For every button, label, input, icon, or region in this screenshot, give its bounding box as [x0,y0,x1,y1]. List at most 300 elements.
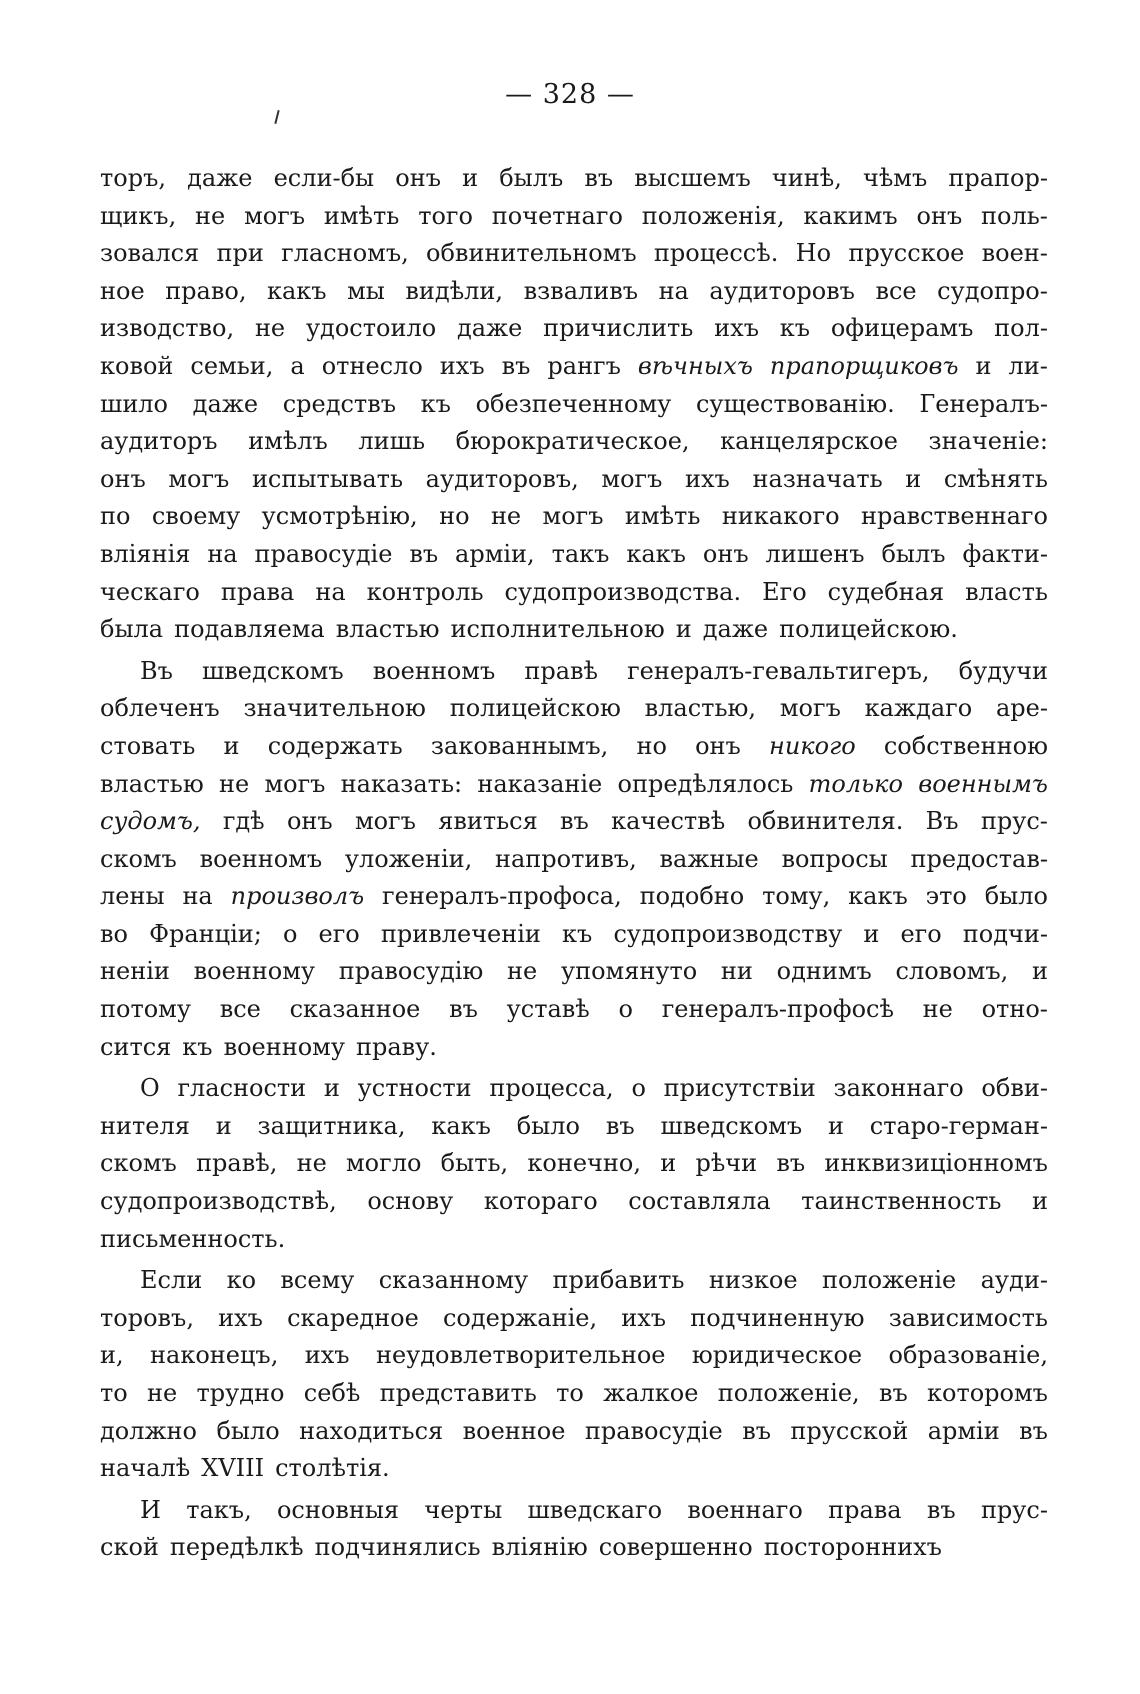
word: прус- [980,1495,1048,1524]
word: подчиненную [690,1303,865,1332]
word: прусское [848,239,965,268]
word: въ [409,539,439,568]
word: столѣтія. [275,1454,390,1483]
word: ауди- [980,1266,1048,1295]
word: а [290,351,305,380]
text-line [100,235,1048,273]
word: судопроизводству [613,919,843,948]
word: но [439,502,470,531]
word: права [828,1495,902,1524]
text-line [100,310,1048,348]
stray-ink-mark [274,110,279,124]
word: не [490,502,522,531]
word: воен- [981,239,1048,268]
word: высшемъ [634,164,751,192]
word: положеніе [821,1266,957,1295]
word: словомъ, [895,957,1009,986]
word: правѣ, [196,1149,278,1178]
word: почетнаго [491,201,623,230]
text-line [100,198,1048,236]
word: никакого [721,502,840,531]
text-line [100,690,1048,728]
word: себѣ [303,1379,361,1407]
text-line [100,1070,1048,1108]
word: совершенно [598,1533,753,1562]
word: каждаго [864,694,973,723]
word: при [216,239,264,268]
word: напротивъ, [494,844,637,873]
word: его [318,919,360,948]
word: явиться [438,807,538,836]
word: важные [659,844,759,873]
word: военномъ [199,844,323,873]
word: прус- [980,807,1048,836]
word: XVIII [201,1454,265,1483]
word: о [282,919,298,948]
word: быть, [440,1149,509,1178]
word: видѣли, [405,276,504,305]
word: и [675,615,692,644]
word: если-бы [273,164,375,192]
word: какъ [848,882,908,911]
word: того [418,201,473,230]
text-line [100,1183,1048,1221]
word: военнаго [687,1495,803,1524]
word: обви- [981,1074,1048,1103]
word: ихъ [621,1303,667,1332]
word: и [660,1149,677,1178]
word: вліянія [100,539,191,568]
word: устности [357,1074,472,1103]
word: щикъ, [100,201,177,230]
word: семьи, [190,351,274,380]
word: на [182,882,213,911]
word: жалкое [603,1379,699,1407]
word: образованіе, [888,1341,1048,1370]
word: могъ [779,694,841,723]
word: контроль [366,577,484,606]
word: основныя [276,1495,400,1524]
word: о [631,1074,646,1103]
word: властью [100,769,204,798]
word: онъ [702,539,749,568]
word: старо-герман- [869,1111,1048,1140]
word: канцелярское [720,427,898,456]
text-line [100,611,1048,649]
word: мы [347,276,385,305]
word: значеніе: [928,427,1048,456]
text-line [100,766,1048,804]
word: нравственнаго [861,502,1048,531]
text-line [100,1529,1048,1567]
word: положенія, [641,201,785,230]
word: лишь [358,427,426,456]
word: потому [100,995,191,1024]
word: началѣ [100,1454,191,1483]
word: судомъ, [100,807,201,836]
word: было [984,882,1048,911]
word: то [100,1379,128,1407]
word: передѣлкѣ [169,1533,304,1562]
word: могъ [264,769,326,798]
word: прибавить [552,1266,685,1295]
word: бюрократическое, [455,427,690,456]
word: будучи [958,656,1048,685]
word: онъ [100,464,146,493]
word: о [618,995,633,1024]
word: въ [742,1416,771,1445]
word: пол- [994,314,1048,343]
word: наконецъ, [150,1341,279,1370]
word: скаредное [287,1303,419,1332]
word: торовъ, [100,1303,194,1332]
word: и [1031,1187,1048,1216]
word: правосудію [338,957,484,986]
word: инквизиціонномъ [824,1149,1048,1178]
text-line [100,536,1048,574]
word: сказанное [289,995,421,1024]
word: не [296,1149,327,1178]
word: ни [720,957,753,986]
word: и, [100,1341,124,1370]
word: въ [584,164,614,192]
text-line [100,574,1048,612]
word: шведскаго [527,1495,663,1524]
paragraph [100,1070,1048,1258]
word: военному [223,1032,345,1061]
word: въ [501,351,531,380]
text-line [100,728,1048,766]
word: подчи- [962,919,1048,948]
text-line [100,953,1048,991]
word: обвинителя. [747,807,904,836]
text-line [100,160,1048,198]
word: изводство, [100,314,235,343]
paragraph [100,160,1048,649]
word: военнымъ [918,769,1048,798]
text-line [100,386,1048,424]
word: онъ [286,807,333,836]
word: гдѣ [222,807,265,836]
paragraph [100,653,1048,1067]
word: ихъ [439,351,485,380]
text-line [100,1492,1048,1530]
word: смѣнять [943,464,1048,493]
word: чинѣ, [771,164,842,192]
word: качествѣ [611,807,726,836]
word: гласномъ, [281,239,409,268]
word: къ [562,919,593,948]
word: вѣчныхъ [637,351,753,380]
word: нителя [100,1111,190,1140]
word: въ [449,995,478,1024]
word: испытывать [251,464,404,493]
word: не [147,1379,178,1407]
word: вліянію [491,1533,588,1562]
word: обвинительномъ [426,239,637,268]
word: аре- [996,694,1048,723]
text-line [100,348,1048,386]
text-line [100,878,1048,916]
word: было [516,1111,580,1140]
word: отно- [981,995,1048,1024]
word: судопроизводства. [504,577,742,606]
word: властью, [644,694,757,723]
word: Но [795,239,832,268]
word: къ [779,314,811,343]
word: во [100,919,128,948]
word: торъ, [100,164,166,192]
word: всему [280,1266,355,1295]
word: неніи [100,957,170,986]
word: которомъ [927,1379,1048,1407]
word: конечно, [527,1149,641,1178]
word: не [254,314,286,343]
word: арміи [927,1416,1000,1445]
text-line [100,461,1048,499]
text-line [100,1029,1048,1067]
word: процессѣ. [653,239,779,268]
word: скомъ [100,1149,177,1178]
word: право, [165,276,247,305]
word: генералъ-профосѣ [661,995,894,1024]
word: удостоило [305,314,437,343]
word: низкое [708,1266,798,1295]
text-line [100,653,1048,691]
word: какъ [266,276,327,305]
word: рангъ [547,351,621,380]
word: даже [456,314,523,343]
text-line [100,1221,1048,1259]
text-line [100,1413,1048,1451]
word: облеченъ [100,694,220,723]
word: лены [100,882,165,911]
word: судопро- [937,276,1048,305]
word: значительною [243,694,426,723]
text-line [100,1300,1048,1338]
word: аудиторовъ, [425,464,579,493]
word: О [140,1074,160,1103]
word: была [100,615,164,644]
word: онъ [916,201,963,230]
word: какъ [431,1111,491,1140]
word: ли- [1008,351,1048,380]
word: аудиторъ [100,427,218,456]
word: какъ [626,539,686,568]
word: неудовлетворительное [375,1341,666,1370]
word: въ [776,1149,806,1178]
text-line [100,916,1048,954]
word: и [1031,957,1048,986]
word: онъ [695,731,741,760]
text-line [100,1108,1048,1146]
word: закованнымъ, [430,731,609,760]
word: гласности [177,1074,307,1103]
word: черты [424,1495,503,1524]
paragraph [100,1492,1048,1567]
word: это [925,882,967,911]
word: наказаніе [477,769,603,798]
word: зависимость [888,1303,1048,1332]
word: упомянуто [560,957,698,986]
page-number: — 328 — [505,79,635,110]
word: средствъ [282,389,396,418]
word: постороннихъ [763,1533,942,1562]
word: своему [151,502,241,531]
word: могъ [354,807,416,836]
word: котораго [483,1187,598,1216]
word: подавляема [174,615,325,644]
word: военное [462,1416,566,1445]
word: къ [182,1032,213,1061]
word: какимъ [803,201,898,230]
word: шведскомъ [201,656,344,685]
word: былъ [499,164,564,192]
word: такъ, [186,1495,252,1524]
word: и [215,1111,232,1140]
word: судебная [827,577,945,606]
word: привлеченіи [380,919,541,948]
word: ное [100,276,145,305]
word: чѣмъ [862,164,928,192]
word: военномъ [372,656,496,685]
text-line [100,803,1048,841]
word: отнесло [321,351,423,380]
word: таинственность [801,1187,1002,1216]
word: содержаніе, [442,1303,598,1332]
word: факти- [962,539,1048,568]
word: должно [100,1416,197,1445]
word: въ [878,1379,908,1407]
word: никого [769,731,856,760]
text-line [100,1337,1048,1375]
word: трудно [196,1379,285,1407]
word: предостав- [910,844,1048,873]
word: такъ [551,539,610,568]
word: на [658,276,689,305]
word: правосудіе [584,1416,723,1445]
word: существованію. [695,389,895,418]
word: Его [762,577,807,606]
word: прапор- [948,164,1048,192]
word: поль- [981,201,1048,230]
word: правѣ [524,656,598,685]
word: Генералъ- [919,389,1048,418]
word: скомъ [100,844,177,873]
word: и [863,919,880,948]
word: прапорщиковъ [769,351,959,380]
word: исполнительною [450,615,665,644]
word: Въ [140,656,173,685]
word: имѣть [624,502,701,531]
word: онъ [395,164,441,192]
word: даже [187,164,253,192]
word: ихъ [218,1303,263,1332]
word: права [220,577,295,606]
word: праву. [355,1032,437,1061]
word: могъ [601,464,663,493]
word: Если [140,1266,203,1295]
word: правосудіе [254,539,393,568]
word: прусской [790,1416,909,1445]
body-text [100,160,1048,1567]
word: ческаго [100,577,200,606]
word: аудиторовъ [709,276,855,305]
word: сится [100,1032,172,1061]
word: на [207,539,238,568]
word: былъ [881,539,946,568]
word: шведскомъ [660,1111,803,1140]
word: И [140,1495,161,1524]
word: уложеніи, [344,844,473,873]
word: генералъ-профоса, [382,882,622,911]
word: шило [100,389,169,418]
word: офицерамъ [830,314,974,343]
word: могъ [168,464,230,493]
word: имѣлъ [248,427,328,456]
word: лишенъ [765,539,865,568]
word: и [462,164,479,192]
word: не [507,957,538,986]
word: положеніе, [717,1379,860,1407]
word: все [875,276,917,305]
word: письменность. [100,1224,286,1253]
word: но [636,731,667,760]
word: его [900,919,942,948]
word: процесса, [489,1074,614,1103]
word: и [975,351,992,380]
word: ихъ [714,314,759,343]
word: все [219,995,261,1024]
word: ковой [100,351,174,380]
word: и [223,731,240,760]
word: рѣчи [695,1149,758,1178]
word: арміи, [455,539,535,568]
word: зовался [100,239,200,268]
word: даже [192,389,259,418]
word: только [808,769,903,798]
text-line [100,423,1048,461]
word: собственною [883,731,1048,760]
word: однимъ [776,957,872,986]
word: въ [926,1495,956,1524]
paragraph [100,1262,1048,1488]
word: назначать [752,464,883,493]
word: присутствіи [663,1074,816,1103]
word: наказать: [340,769,463,798]
word: могъ [542,502,604,531]
word: тому, [762,882,831,911]
word: сказанному [378,1266,529,1295]
word: ской [100,1533,159,1562]
word: вопросы [781,844,888,873]
word: и [323,1074,340,1103]
word: подчинялись [314,1533,481,1562]
word: по [100,502,131,531]
word: было [216,1416,280,1445]
word: не [219,769,250,798]
text-line [100,841,1048,879]
word: къ [420,389,451,418]
word: военному [193,957,316,986]
word: произволъ [230,882,365,911]
word: составляла [628,1187,771,1216]
text-line [100,273,1048,311]
text-line [100,498,1048,536]
word: Въ [925,807,959,836]
text-line [100,1145,1048,1183]
word: въ [1019,1416,1048,1445]
